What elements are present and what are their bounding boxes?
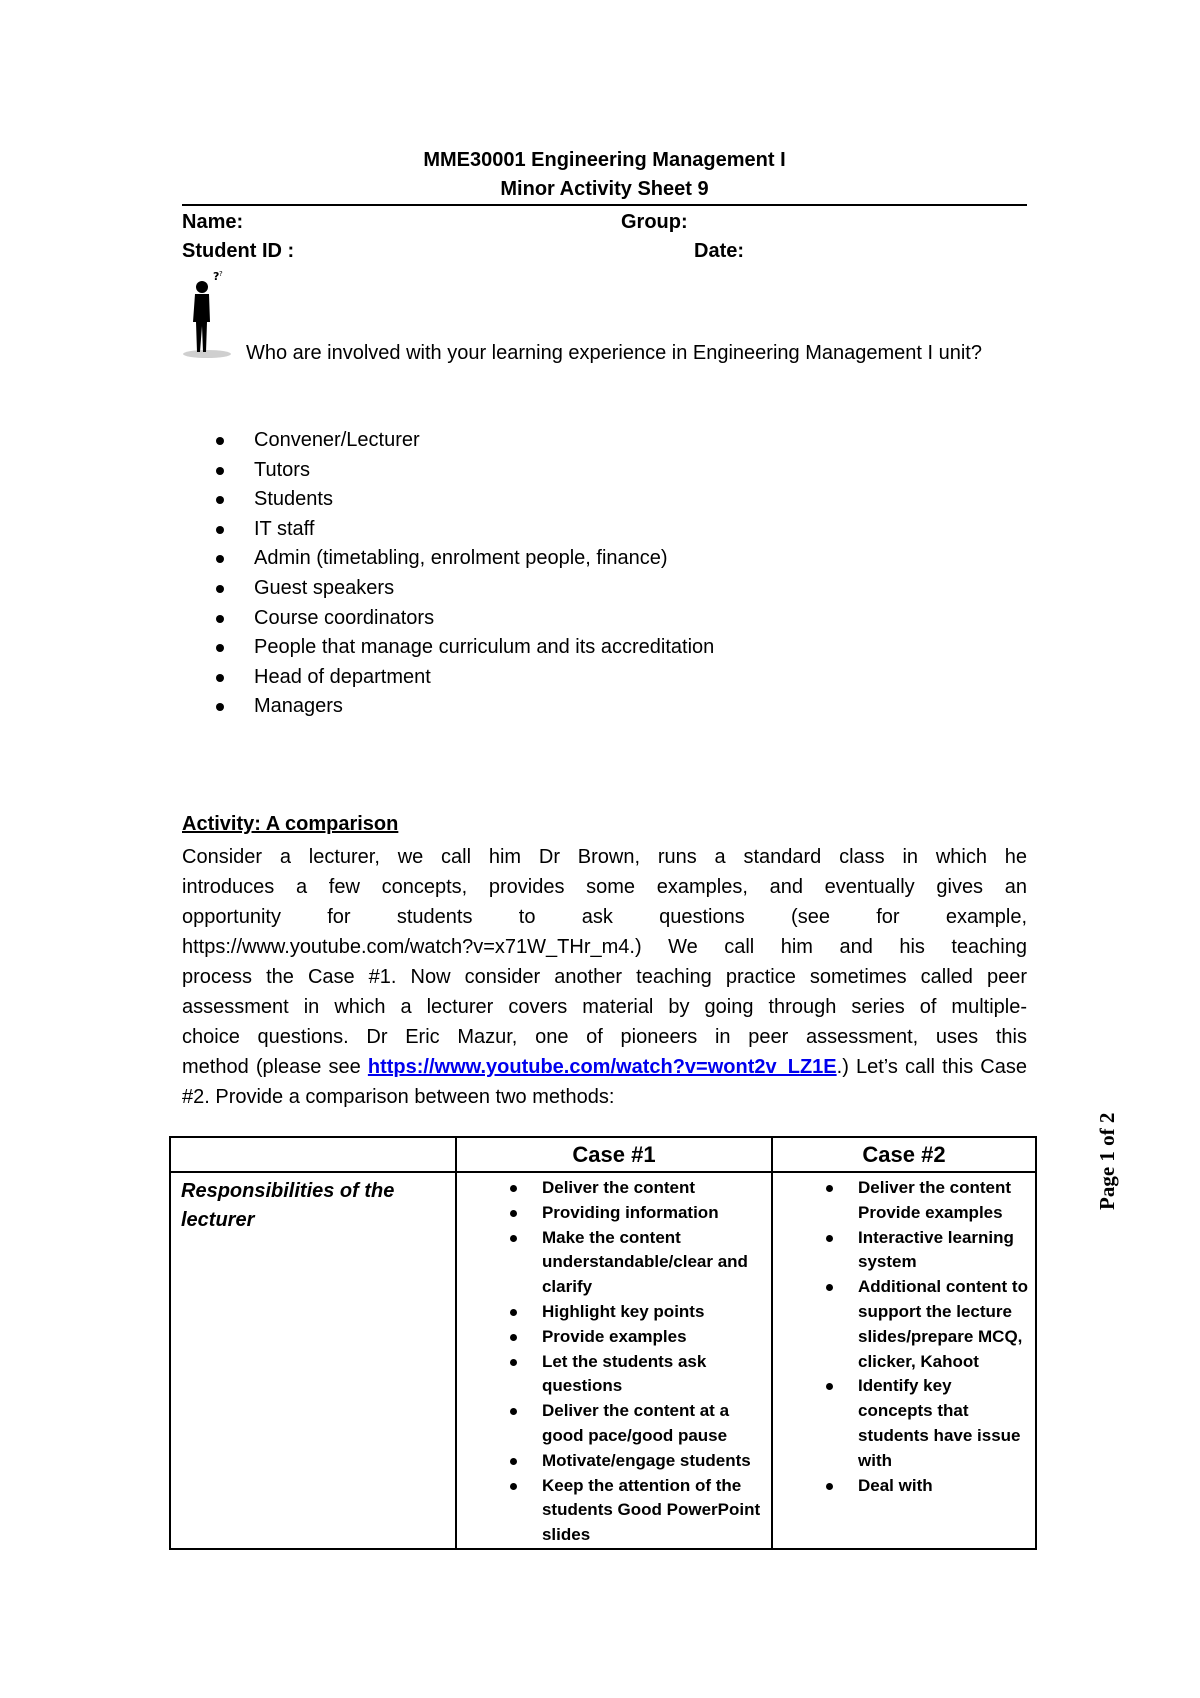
header-cell-blank: [170, 1137, 456, 1172]
list-item: [457, 1176, 771, 1201]
date-label: Date:: [694, 240, 745, 262]
paragraph-line: process the Case #1. Now consider another teaching practice sometimes called peer: [182, 966, 1027, 988]
list-item-text: Identify key concepts that students have issue with: [858, 1376, 1021, 1470]
sheet-title: Minor Activity Sheet 9: [500, 178, 709, 200]
list-item-text: Deliver the content: [858, 1178, 1012, 1197]
list-item: [212, 692, 714, 722]
list-item-text: Highlight key points: [541, 1301, 705, 1321]
bullet-icon: [510, 1408, 517, 1415]
list-item: [457, 1201, 771, 1226]
bullet-icon: [510, 1309, 517, 1316]
bullet-icon: [216, 437, 224, 445]
bullet-icon: [826, 1235, 833, 1242]
paragraph-line: Consider a lecturer, we call him Dr Brown, runs a standard class in which he: [182, 846, 1027, 868]
list-item-text: Additional content to support the lecture slides/prepare MCQ, clicker, Kahoot: [858, 1277, 1028, 1371]
paragraph-line-with-link: [182, 1052, 1027, 1082]
bullet-icon: [510, 1235, 517, 1242]
bullet-icon: [510, 1483, 517, 1490]
bullet-icon: [216, 526, 224, 534]
case2-cell: [772, 1172, 1036, 1549]
list-item: [773, 1275, 1035, 1374]
list-item: [212, 633, 714, 663]
list-item: [773, 1374, 1035, 1473]
list-item: [773, 1176, 1035, 1201]
list-item: [773, 1201, 1035, 1226]
list-item-text: Deliver the content at a good pace/good pause: [541, 1401, 730, 1445]
case1-cell: [456, 1172, 772, 1549]
activity-heading: Activity: A comparison: [182, 813, 399, 835]
list-item-text: Let the students ask questions: [541, 1351, 707, 1396]
list-item-text: IT staff: [254, 517, 315, 540]
list-item-text: Deliver the content: [541, 1178, 696, 1197]
paragraph-line: opportunity for students to ask questions (see for example,: [182, 906, 1027, 928]
course-title: MME30001 Engineering Management I: [423, 149, 786, 171]
list-item-text: Motivate/engage students: [541, 1450, 751, 1470]
bullet-icon: [826, 1483, 833, 1490]
bullet-icon: [510, 1210, 517, 1217]
list-item-text: Providing information: [541, 1202, 719, 1222]
list-item-text: Make the content understandable/clear and clarify: [541, 1227, 748, 1297]
list-item: [773, 1474, 1035, 1499]
list-item: [212, 574, 714, 604]
list-item-text: Convener/Lecturer: [254, 429, 420, 451]
list-item: [457, 1226, 771, 1300]
link-suffix-text: .) Let’s call this Case: [836, 1056, 1027, 1078]
list-item: [212, 515, 714, 545]
bullet-icon: [510, 1185, 517, 1192]
list-item: [457, 1449, 771, 1474]
list-item: [457, 1300, 771, 1325]
page-number: Page 1 of 2: [1095, 1112, 1119, 1210]
list-item: [212, 604, 714, 634]
mazur-video-link[interactable]: https://www.youtube.com/watch?v=wont2v_LZ1E: [367, 1056, 837, 1078]
student-id-label: Student ID :: [182, 240, 295, 262]
group-label: Group:: [621, 211, 688, 233]
list-item: [212, 663, 714, 693]
header-divider: [182, 204, 1027, 206]
bullet-icon: [216, 467, 224, 475]
list-item: [457, 1399, 771, 1449]
list-item-text: Deal with: [858, 1475, 933, 1495]
link-prefix-text: method (please see: [182, 1056, 368, 1078]
list-item-text: Admin (timetabling, enrolment people, finance): [254, 547, 668, 570]
list-item-text: People that manage curriculum and its accreditation: [254, 636, 715, 659]
table-header-row: [170, 1137, 1036, 1172]
question-text: [182, 338, 1027, 369]
bullet-icon: [216, 615, 224, 623]
list-item: [212, 485, 714, 515]
bullet-icon: [216, 674, 224, 682]
paragraph-line: assessment in which a lecturer covers material by going through series of multiple-: [182, 996, 1027, 1018]
list-item-text: Keep the attention of the students Good PowerPoint slides: [541, 1475, 761, 1545]
list-item-text: Head of department: [254, 665, 431, 688]
stakeholder-list: [212, 426, 714, 722]
bullet-icon: [510, 1458, 517, 1465]
list-item-text: Provide examples: [858, 1202, 1003, 1222]
list-item-text: Tutors: [254, 458, 310, 481]
paragraph-line: https://www.youtube.com/watch?v=x71W_THr_m4.) We call him and his teaching: [182, 936, 1027, 958]
list-item: [457, 1474, 771, 1548]
list-item-text: Guest speakers: [254, 576, 395, 599]
header-cell-case2: Case #2: [772, 1137, 1036, 1172]
header-cell-case1: Case #1: [456, 1137, 772, 1172]
bullet-icon: [826, 1185, 833, 1192]
list-item: [212, 426, 714, 456]
list-item: [457, 1325, 771, 1350]
row-label-responsibilities: Responsibilities of the lecturer: [170, 1172, 456, 1549]
table-row: [170, 1172, 1036, 1549]
bullet-icon: [826, 1383, 833, 1390]
paragraph-line: choice questions. Dr Eric Mazur, one of pioneers in peer assessment, uses this: [182, 1026, 1027, 1048]
list-item-text: Managers: [254, 695, 343, 718]
bullet-icon: [510, 1334, 517, 1341]
list-item-text: Course coordinators: [254, 606, 435, 629]
activity-paragraph: [182, 842, 1027, 1112]
bullet-icon: [216, 644, 224, 652]
paragraph-line: #2. Provide a comparison between two methods:: [182, 1086, 615, 1108]
list-item-text: Students: [254, 488, 333, 511]
name-label: Name:: [182, 211, 244, 233]
question-body: Who are involved with your learning experience in Engineering Management I unit?: [246, 342, 982, 364]
bullet-icon: [216, 585, 224, 593]
case2-list: [773, 1173, 1035, 1498]
case1-list: [457, 1173, 771, 1548]
paragraph-line: introduces a few concepts, provides some examples, and eventually gives an: [182, 876, 1027, 898]
list-item: [457, 1350, 771, 1400]
comparison-table: [169, 1136, 1037, 1550]
list-item-text: Interactive learning system: [858, 1227, 1014, 1272]
svg-text:?: ?: [213, 270, 220, 283]
list-item: [212, 544, 714, 574]
list-item-text: Provide examples: [541, 1326, 687, 1346]
bullet-icon: [510, 1359, 517, 1366]
bullet-icon: [216, 496, 224, 504]
list-item: [773, 1226, 1035, 1276]
bullet-icon: [826, 1284, 833, 1291]
svg-text:?: ?: [219, 270, 223, 278]
bullet-icon: [216, 555, 224, 563]
list-item: [212, 456, 714, 486]
bullet-icon: [216, 703, 224, 711]
